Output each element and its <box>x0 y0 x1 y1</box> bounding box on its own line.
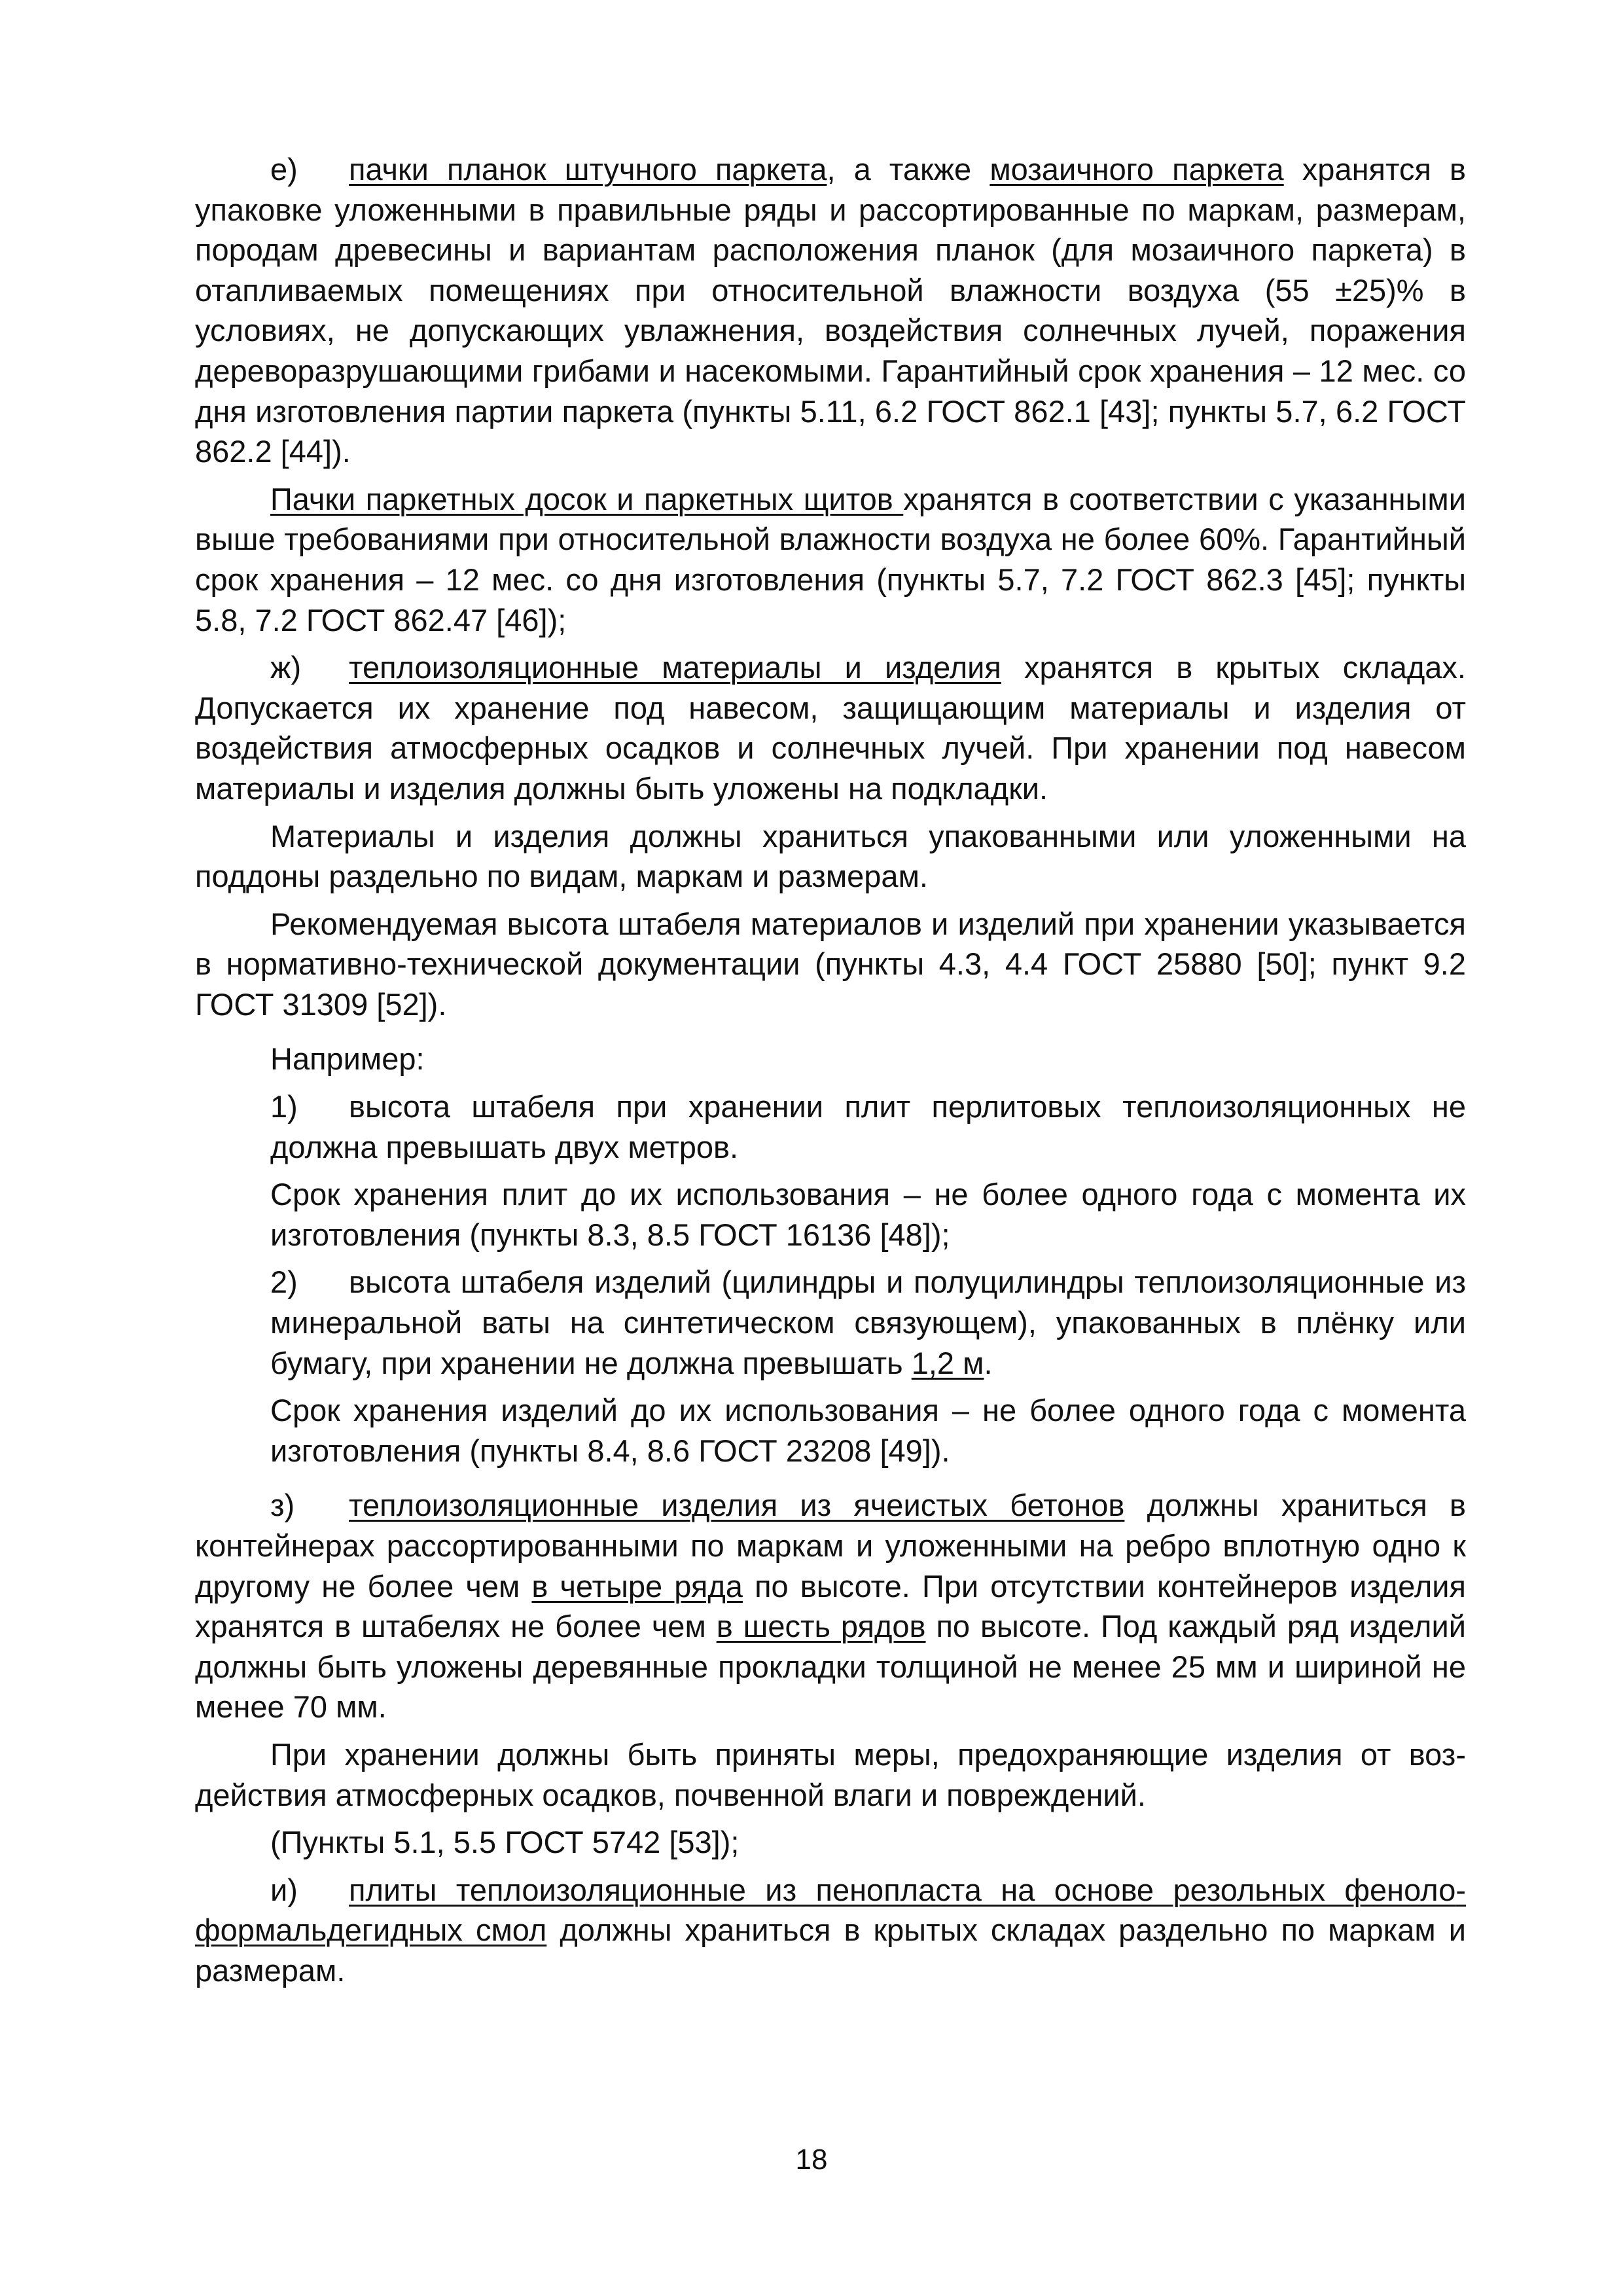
list-marker: и) <box>270 1872 298 1907</box>
body-text <box>195 149 1466 1991</box>
underlined-term: Пачки паркетных досок и паркетных щитов <box>270 481 904 516</box>
underlined-term: 1,2 м <box>911 1345 984 1380</box>
paragraph-z-protection: При хранении должны быть приняты меры, предохраняющие изделия от воздействия атмосферных осадков, почвенной влаги и повреждений. <box>195 1736 1466 1812</box>
paragraph-example-heading: Например: <box>270 1041 425 1077</box>
underlined-term: мозаичного паркета <box>990 152 1284 187</box>
paragraph-example-2: 2) высота штабеля изделий (цилиндры и полуцилиндры теплоизоляционные из минеральной ваты на синтетическом связующем), упакованных в плёнку или бумагу, при хранении не должна превышать 1,2 м. <box>195 1262 1466 1383</box>
list-marker: 2) <box>270 1265 298 1300</box>
paragraph-zh-stack-height: Рекомендуемая высота штабеля материалов и изделий при хранении указывается в нормативно-технической документации (пункты 4.3, 4.4 ГОСТ 25880 [50]; пункт 9.2 ГОСТ 31309 [52]). <box>195 906 1466 1022</box>
underlined-term: теплоизоляционные изделия из ячеистых бетонов <box>349 1488 1125 1523</box>
paragraph-i: и) плиты теплоизоляционные из пенопласта на основе резольных фенолоформальдегидных смол должны храниться в крытых складах раздельно по маркам и размерам. <box>195 1870 1466 1991</box>
paragraph-e-parquet-boards: Пачки паркетных досок и паркетных щитов хранятся в соответствии с указанными выше требованиями при относительной влажности воздуха не более 60%. Гарантийный срок хранения – 12 мес. со дня изготовления (пункты 5.7, 7.2 ГОСТ 862.3 [45]; пункты 5.8, 7.2 ГОСТ 862.47 [46]); <box>195 481 1466 637</box>
paragraph-example-1-storage: Срок хранения плит до их использования – не более одного года с момента их изготовления (пункты 8.3, 8.5 ГОСТ 16136 [48]); <box>270 1177 1466 1252</box>
paragraph-e: е) пачки планок штучного паркета, а также мозаичного паркета хранятся в упаковке уложенными в правильные ряды и рассортированные по маркам, размерам, породам древесины и вариантам расположения планок (для мозаичного паркета) в отапливаемых помещениях при относительной влажности воздуха (55 ±25)% в условиях, не допускающих увлажнения, воздействия солнечных лучей, поражения дереворазрушающими грибами и насекомыми. Гарантийный срок хранения – 12 мес. со дня изготовления партии паркета (пункты 5.11, 6.2 ГОСТ 862.1 [43]; пункты 5.7, 6.2 ГОСТ 862.2 [44]). <box>195 149 1466 472</box>
list-marker: з) <box>270 1488 295 1523</box>
page-number: 18 <box>795 2144 828 2176</box>
underlined-term: теплоизоляционные материалы и изделия <box>349 650 1001 685</box>
paragraph-zh-packaging: Материалы и изделия должны храниться упакованными или уложенными на поддоны раздельно по видам, маркам и размерам. <box>195 818 1466 894</box>
paragraph-example-2-storage: Срок хранения изделий до их использования – не более одного года с момента изготовления (пункты 8.4, 8.6 ГОСТ 23208 [49]). <box>270 1393 1466 1468</box>
underlined-term: в шесть рядов <box>716 1609 926 1644</box>
paragraph-zh: ж) теплоизоляционные материалы и изделия хранятся в крытых складах. Допускается их хранение под навесом, защищающим материалы и изделия от воздействия атмосферных осадков и солнечных лучей. При хранении под навесом материалы и изделия должны быть уложены на подкладки. <box>195 647 1466 808</box>
paragraph-example-1: 1) высота штабеля при хранении плит перлитовых теплоизоляционных не должна превышать двух метров. <box>195 1086 1466 1167</box>
list-marker: е) <box>270 152 298 187</box>
list-marker: ж) <box>270 650 302 685</box>
list-marker: 1) <box>270 1089 298 1124</box>
paragraph-z: з) теплоизоляционные изделия из ячеистых бетонов должны храниться в контейнерах рассортированными по маркам и уложенными на ребро вплотную одно к другому не более чем в четыре ряда по высоте. При отсутствии контейнеров изделия хранятся в штабелях не более чем в шесть рядов по высоте. Под каждый ряд изделий должны быть уложены деревянные прокладки толщиной не менее 25 мм и шириной не менее 70 мм. <box>195 1485 1466 1727</box>
paragraph-z-reference: (Пункты 5.1, 5.5 ГОСТ 5742 [53]); <box>270 1825 740 1860</box>
underlined-term: в четыре ряда <box>531 1568 743 1604</box>
underlined-term: пачки планок штучного паркета <box>349 152 827 187</box>
underlined-term: плиты теплоизоляционные из пенопласта на основе резольных фенолоформальдегидных смол <box>195 1872 1466 1948</box>
